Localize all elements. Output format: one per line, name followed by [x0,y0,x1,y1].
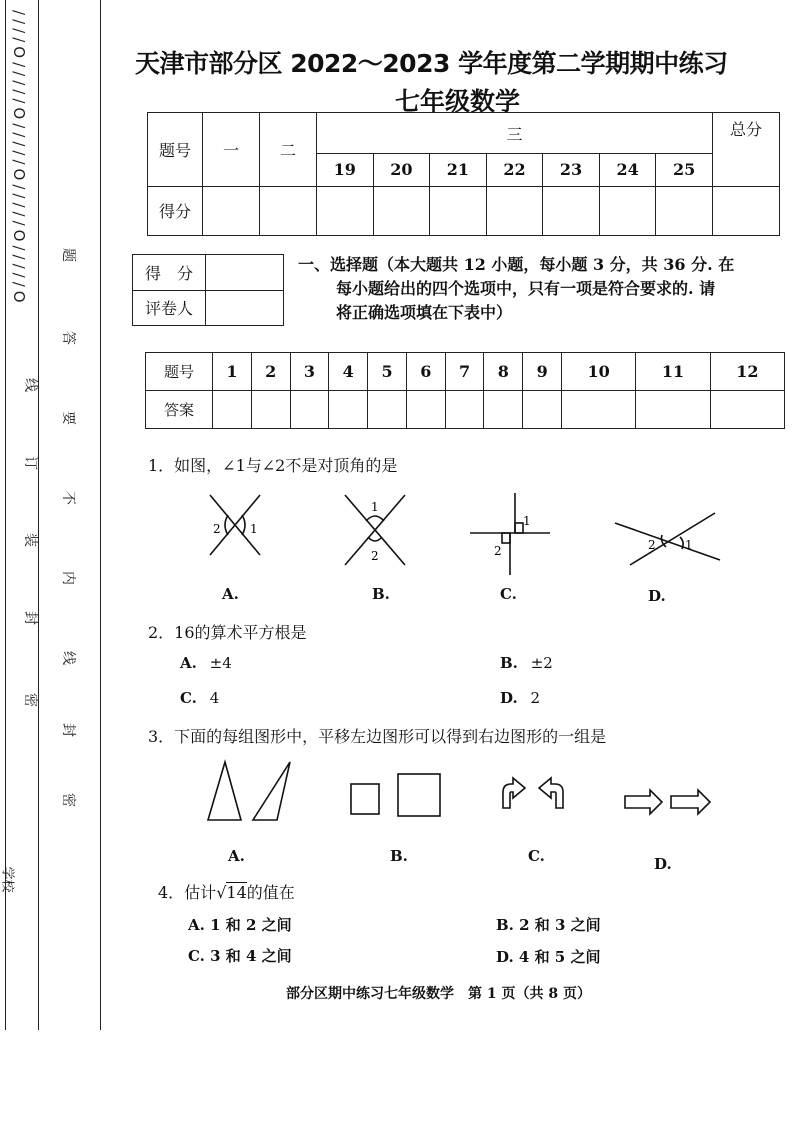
cut-slash-icon: / [10,28,28,38]
q2-option-b[interactable] [500,654,553,672]
score-cell[interactable] [260,186,317,235]
cut-slash-icon: / [10,10,28,20]
q4-option-d[interactable]: D. 4 和 5 之间 [496,948,601,966]
score-row-label: 题号 [148,113,203,187]
q4-stem-pre: 4．估计 [158,883,217,902]
answer-cell[interactable] [251,391,290,429]
outer-char: 线 [60,651,76,665]
score-cell[interactable] [317,186,374,235]
q1-d-angle2: 2 [648,538,656,552]
section1-heading-line2: 每小题给出的四个选项中，只有一项是符合要求的. 请 [336,279,716,298]
q1-a-angle2: 2 [213,522,221,536]
grader-name-cell[interactable] [206,290,284,326]
q2-d-label: D. [500,689,518,707]
grader-box [132,254,284,326]
margin-line-mid [38,0,39,1030]
answer-number: 1 [213,353,252,391]
q2-a-value: ±4 [209,654,232,672]
outer-char: 密 [60,793,76,807]
cut-slash-icon: / [10,159,28,169]
score-sec-2: 二 [260,113,317,187]
q3-option-b[interactable]: B. [390,847,408,865]
score-table [147,112,780,236]
inner-char: 线 [22,378,38,392]
inner-char: 订 [22,456,38,470]
answer-number: 10 [562,353,636,391]
cut-slash-icon: / [10,89,28,99]
q1-figure-d [615,513,720,565]
q1-c-angle1: 1 [523,514,531,528]
score-sub: 21 [430,154,487,187]
score-sub: 22 [486,154,543,187]
section1-heading-line3: 将正确选项填在下表中） [336,303,513,322]
q3-figure-a [208,762,290,820]
cut-slash-icon: / [10,202,28,212]
cut-slash-icon: / [10,19,28,29]
q3-option-d[interactable]: D. [654,855,672,873]
q3-option-a[interactable]: A. [228,847,245,865]
q4-option-b[interactable]: B. 2 和 3 之间 [496,916,601,934]
outer-char: 封 [60,723,76,737]
outer-char: 答 [60,331,76,345]
q3-figure-d [625,790,710,814]
answer-number: 3 [290,353,329,391]
q1-figure-c [470,493,550,575]
q1-a-angle1: 1 [250,522,258,536]
q4-option-a[interactable]: A. 1 和 2 之间 [188,916,292,934]
cut-circle-icon: O [10,229,28,246]
score-sec-1: 一 [203,113,260,187]
answer-number: 2 [251,353,290,391]
answer-row-label: 答案 [146,391,213,429]
score-sub: 19 [317,154,374,187]
score-row-label: 得分 [148,186,203,235]
q2-stem: 2．16的算术平方根是 [148,623,307,642]
section1-heading-line1: 一、选择题（本大题共 12 小题，每小题 3 分，共 36 分. 在 [298,255,735,274]
page-footer: 部分区期中练习七年级数学 第 1 页（共 8 页） [286,986,591,1002]
score-sub: 25 [656,154,713,187]
answer-cell[interactable] [562,391,636,429]
cut-slash-icon: / [10,184,28,194]
cut-slash-icon: / [10,254,28,264]
answer-cell[interactable] [406,391,445,429]
q4-radicand: 14 [226,883,247,902]
cut-slash-icon: / [10,98,28,108]
cut-slash-icon: / [10,220,28,230]
outer-char: 题 [60,248,76,262]
answer-table [145,352,785,429]
q3-figures [195,758,725,830]
score-cell[interactable] [599,186,656,235]
grader-name-label: 评卷人 [133,290,206,326]
q2-c-label: C. [180,689,197,707]
margin-line-inner [100,0,101,1030]
q1-c-angle2: 2 [494,544,502,558]
cut-line-marks [10,10,28,1010]
cut-slash-icon: / [10,141,28,151]
answer-cell[interactable] [636,391,710,429]
sqrt-icon: √ [216,883,227,902]
q3-figure-c [503,778,563,808]
answer-number: 8 [484,353,523,391]
cut-slash-icon: / [10,193,28,203]
score-cell[interactable] [430,186,487,235]
cut-circle-icon: O [10,46,28,63]
cut-slash-icon: / [10,80,28,90]
q4-stem-post: 的值在 [246,883,295,902]
q2-option-a[interactable] [180,654,232,672]
cut-slash-icon: / [10,272,28,282]
score-sub: 23 [543,154,600,187]
answer-cell[interactable] [523,391,562,429]
outer-char: 不 [60,491,76,505]
answer-cell[interactable] [484,391,523,429]
outer-char: 要 [60,411,76,425]
answer-cell[interactable] [290,391,329,429]
grader-score-cell[interactable] [206,255,284,291]
outer-char: 内 [60,571,76,585]
q1-b-angle2: 2 [371,549,379,563]
cut-slash-icon: / [10,150,28,160]
q2-b-value: ±2 [530,654,553,672]
q4-stem [158,880,295,903]
answer-cell[interactable] [213,391,252,429]
score-cell[interactable] [203,186,260,235]
cut-circle-icon: O [10,290,28,307]
score-cell[interactable] [486,186,543,235]
cut-slash-icon: / [10,211,28,221]
answer-number: 7 [445,353,484,391]
q1-option-c[interactable]: C. [500,585,517,603]
exam-title: 天津市部分区 2022～2023 学年度第二学期期中练习 [135,49,728,78]
score-cell[interactable] [543,186,600,235]
score-total: 总分 [713,113,780,187]
q2-d-value: 2 [530,689,541,707]
q4-option-c[interactable]: C. 3 和 4 之间 [188,947,292,965]
answer-number: 4 [329,353,368,391]
score-sub: 20 [373,154,430,187]
q1-option-d[interactable]: D. [648,587,666,605]
q3-figure-b [351,774,440,816]
score-sub: 24 [599,154,656,187]
score-cell[interactable] [713,186,780,235]
answer-cell[interactable] [445,391,484,429]
q3-option-c[interactable]: C. [528,847,545,865]
q2-option-c[interactable] [180,689,219,707]
score-cell[interactable] [656,186,713,235]
answer-number: 11 [636,353,710,391]
answer-cell[interactable] [368,391,407,429]
q2-b-label: B. [500,654,518,672]
answer-number: 5 [368,353,407,391]
q2-c-value: 4 [209,689,220,707]
answer-row-label: 题号 [146,353,213,391]
cut-slash-icon: / [10,37,28,47]
cut-slash-icon: / [10,62,28,72]
q2-a-label: A. [180,654,197,672]
school-label: 学校 [0,866,15,893]
cut-slash-icon: / [10,281,28,291]
cut-circle-icon: O [10,168,28,185]
q1-option-a[interactable]: A. [222,585,239,603]
answer-cell[interactable] [329,391,368,429]
exam-subtitle: 七年级数学 [395,87,521,116]
score-sec-3: 三 [317,113,713,154]
q2-option-d[interactable] [500,689,540,707]
score-cell[interactable] [373,186,430,235]
inner-char: 装 [22,533,38,547]
cut-circle-icon: O [10,107,28,124]
cut-slash-icon: / [10,245,28,255]
answer-number: 9 [523,353,562,391]
q1-stem: 1．如图，∠1与∠2不是对顶角的是 [148,456,398,475]
q1-d-angle1: 1 [685,538,693,552]
q1-b-angle1: 1 [371,500,379,514]
inner-char: 密 [22,693,38,707]
cut-slash-icon: / [10,123,28,133]
cut-slash-icon: / [10,263,28,273]
grader-score-label: 得 分 [133,255,206,291]
answer-cell[interactable] [710,391,784,429]
answer-number: 12 [710,353,784,391]
q1-option-b[interactable]: B. [372,585,390,603]
inner-char: 封 [22,611,38,625]
answer-number: 6 [406,353,445,391]
q3-stem: 3．下面的每组图形中，平移左边图形可以得到右边图形的一组是 [148,727,607,746]
cut-slash-icon: / [10,71,28,81]
cut-slash-icon: / [10,132,28,142]
section1-heading [298,253,734,325]
